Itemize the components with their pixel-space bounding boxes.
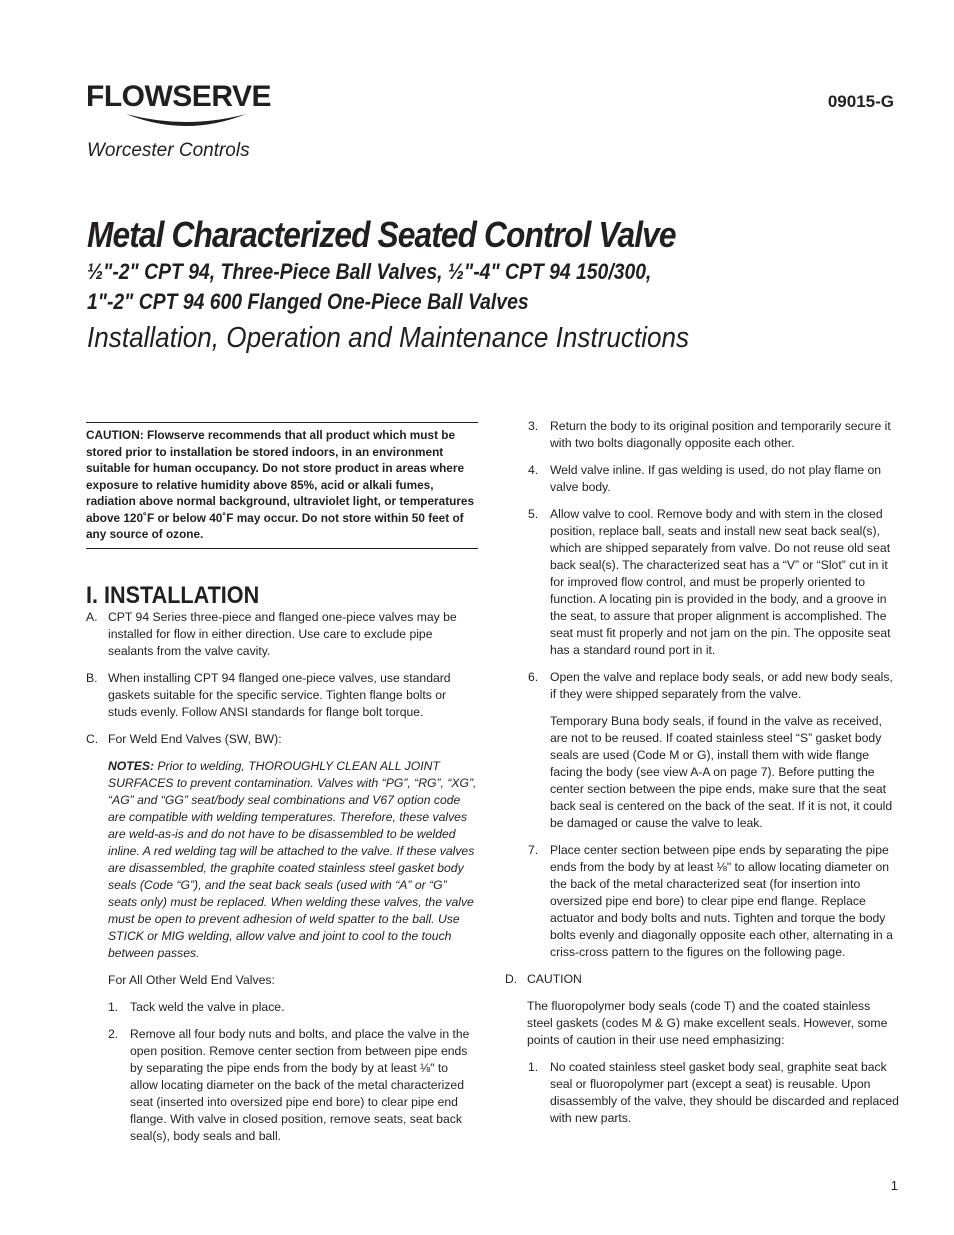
item-text: Place center section between pipe ends by separating the pipe ends from the body by at least ⅛" to allow locating diameter on the back of the metal characterized seat (for insertion into oversized pipe end bore) to clear pipe end flange. Replace actuator and body bolts and nuts. Tighten and torque the body bolts evenly and diagonally opposite each other, alternating in a criss-cross pattern to the figures on the following page. bbox=[550, 843, 893, 959]
item-text: Open the valve and replace body seals, or add new body seals, if they were shipped separately from the valve. bbox=[550, 670, 893, 701]
item-text: CPT 94 Series three-piece and flanged one-piece valves may be installed for flow in either direction. Use care to exclude pipe sealants from the valve cavity. bbox=[108, 609, 457, 658]
list-item bbox=[505, 971, 899, 988]
document-number: 09015-G bbox=[827, 92, 894, 111]
list-item bbox=[86, 1026, 478, 1145]
paragraph: The fluoropolymer body seals (code T) and the coated stainless steel gaskets (codes M & G) make excellent seals. However, some points of caution in their use need emphasizing: bbox=[527, 999, 888, 1047]
item-text: Return the body to its original position and temporarily secure it with two bolts diagonally opposite each other. bbox=[550, 419, 891, 450]
section-heading: I. INSTALLATION bbox=[86, 581, 260, 609]
list-item bbox=[505, 842, 899, 961]
list-item bbox=[86, 670, 478, 721]
item-marker: B. bbox=[86, 670, 98, 685]
other-weld-heading: For All Other Weld End Valves: bbox=[108, 972, 275, 987]
item-marker: 5. bbox=[528, 507, 539, 521]
item-text: Weld valve inline. If gas welding is used, do not play flame on valve body. bbox=[550, 463, 882, 494]
subbrand: Worcester Controls bbox=[87, 140, 250, 161]
logo-wordmark: FLOWSERVE bbox=[86, 80, 271, 113]
subtitle-instructions: Installation, Operation and Maintenance Instructions bbox=[87, 322, 690, 354]
list-item bbox=[505, 462, 899, 496]
item-marker: 4. bbox=[528, 463, 539, 477]
left-column bbox=[86, 422, 478, 1155]
item-text: No coated stainless steel gasket body seal, graphite seat back seal or fluoropolymer part (except a seat) is reusable. Upon disassembly of the valve, they should be discarded and replaced with new parts. bbox=[550, 1060, 899, 1125]
paragraph: Temporary Buna body seals, if found in the valve as received, are not to be reused. If coated stainless steel “S” gasket body seals are used (Code M or G), install them with wide flange facing the body (see view A-A on page 7). Before putting the center section between the pipe ends, make sure that the seat back seal is centered on the back of the seat. If it is not, it could be damaged or cause the valve to leak. bbox=[550, 714, 893, 830]
item-marker: A. bbox=[86, 609, 98, 624]
item-text: When installing CPT 94 flanged one-piece valves, use standard gaskets suitable for the specific service. Tighten flange bolts or studs evenly. Follow ANSI standards for flange bolt torque. bbox=[108, 670, 451, 719]
list-item bbox=[505, 418, 899, 452]
flowserve-logo bbox=[86, 80, 286, 132]
item-text: Tack weld the valve in place. bbox=[130, 999, 285, 1014]
list-item bbox=[505, 506, 899, 659]
item-text: CAUTION bbox=[527, 972, 582, 986]
notes-text: Prior to welding, THOROUGHLY CLEAN ALL JOINT SURFACES to prevent contamination. Valves with “PG”, “RG”, “XG”, “AG” and “GG” seat/body seal combinations and V67 option code are compatible with welding temperatures. Therefore, these valves are weld-as-is and do not have to be disassembled to be welded inline. A red welding tag will be attached to the valve. If these valves are disassembled, the graphite coated stainless steel gasket body seals (Code “G”), and the seat back seals (used with “A” or “G” seats only) must be replaced. When welding these valves, the valve must be open to prevent adhesion of weld spatter to the ball. Use STICK or MIG welding, allow valve and joint to cool to the touch between passes. bbox=[108, 758, 477, 960]
subtitle-line-1: ½"-2" CPT 94, Three-Piece Ball Valves, ½"-4" CPT 94 150/300, bbox=[87, 259, 652, 284]
welding-notes bbox=[86, 758, 478, 962]
item-marker: 3. bbox=[528, 419, 539, 433]
list-item bbox=[86, 731, 478, 748]
item-text: Remove all four body nuts and bolts, and place the valve in the open position. Remove center section from between pipe ends by separating the pipe ends from the body by at least ⅛" to allow locating diameter on the back of the metal characterized seat (inserted into oversized pipe end bore) to clear pipe end flange. With valve in closed position, remove seats, seat back seal(s), body seals and ball. bbox=[130, 1026, 470, 1143]
subtitle-line-2: 1"-2" CPT 94 600 Flanged One-Piece Ball Valves bbox=[87, 289, 529, 314]
list-item bbox=[86, 609, 478, 660]
item-marker: 6. bbox=[528, 670, 539, 684]
right-column bbox=[505, 418, 899, 1137]
item-text: For Weld End Valves (SW, BW): bbox=[108, 731, 282, 746]
item-marker: C. bbox=[86, 731, 99, 746]
item-marker: 2. bbox=[108, 1026, 119, 1041]
list-item bbox=[505, 1059, 899, 1127]
item-text: Allow valve to cool. Remove body and with stem in the closed position, replace ball, seats and install new seat back seal(s), which are shipped separately from valve. Do not reuse old seat back seal(s). The characterized seat has a “V” or “Slot” cut in it for improved flow control, and must be properly oriented to function. A locating pin is provided in the body, and a groove in the seat, to assure that proper alignment is accomplished. The seat must fit properly and not jam on the pin. The opposite seat has a standard round port in it. bbox=[550, 507, 891, 657]
notes-label: NOTES: bbox=[108, 758, 155, 773]
storage-caution-box: CAUTION: Flowserve recommends that all product which must be stored prior to installation be stored indoors, in an environment suitable for human occupancy. Do not store product in areas where exposure to relative humidity above 85%, acid or alkali fumes, radiation above normal background, ultraviolet light, or temperatures above 120˚F or below 40˚F may occur. Do not store within 50 feet of any source of ozone. bbox=[86, 422, 478, 549]
list-item bbox=[86, 999, 478, 1016]
page-title: Metal Characterized Seated Control Valve bbox=[87, 214, 676, 255]
page-number: 1 bbox=[890, 1178, 898, 1193]
logo-swoosh-icon bbox=[86, 80, 286, 132]
item-marker: 1. bbox=[528, 1060, 539, 1074]
item-marker: D. bbox=[505, 972, 518, 986]
item-marker: 1. bbox=[108, 999, 119, 1014]
list-item bbox=[505, 669, 899, 703]
item-marker: 7. bbox=[528, 843, 539, 857]
